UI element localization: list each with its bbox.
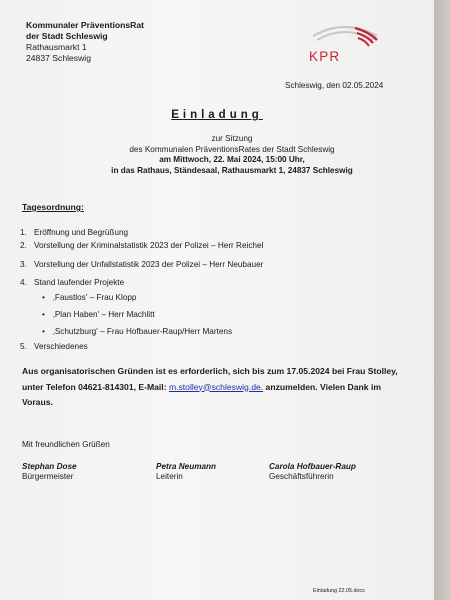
project-text: ‚Schutzburg' – Frau Hofbauer-Raup/Herr Martens — [53, 327, 233, 336]
kpr-logo — [303, 20, 387, 64]
project-item — [42, 327, 232, 336]
sender-line-3: Rathausmarkt 1 — [26, 42, 87, 52]
signatory-name: Carola Hofbauer-Raup — [269, 462, 356, 471]
agenda-text: Vorstellung der Kriminalstatistik 2023 der Polizei – Herr Reichel — [34, 241, 264, 250]
project-text: ‚Plan Haben' – Herr Machlitt — [53, 310, 155, 319]
agenda-item — [20, 228, 128, 237]
signature-block — [156, 462, 216, 482]
intro-line-4: in das Rathaus, Ständesaal, Rathausmarkt 1, 24837 Schleswig — [111, 165, 353, 175]
agenda-item — [20, 241, 263, 250]
signature-block — [269, 462, 356, 482]
agenda-number: 4. — [20, 278, 27, 287]
project-item — [42, 293, 136, 302]
notice-phone-text: unter Telefon 04621-814301, E-Mail: — [22, 381, 169, 392]
meeting-details — [0, 134, 434, 176]
agenda-number: 5. — [20, 342, 27, 351]
sender-address — [26, 20, 144, 64]
notice-line-2 — [22, 380, 412, 396]
agenda-heading: Tagesordnung: — [22, 202, 84, 212]
signatory-role: Geschäftsführerin — [269, 472, 334, 481]
bullet-icon: • — [42, 310, 45, 319]
agenda-number: 1. — [20, 228, 27, 237]
sender-line-2: der Stadt Schleswig — [26, 31, 108, 41]
sender-line-1: Kommunaler PräventionsRat — [26, 20, 144, 30]
agenda-number: 2. — [20, 241, 27, 250]
letter-date: Schleswig, den 02.05.2024 — [285, 81, 384, 90]
agenda-item — [20, 342, 88, 351]
sender-line-4: 24837 Schleswig — [26, 53, 91, 63]
agenda-number: 3. — [20, 260, 27, 269]
registration-notice — [22, 364, 412, 411]
letter-title — [0, 109, 434, 121]
intro-line-1: zur Sitzung — [211, 134, 253, 143]
email-link[interactable]: m.stolley@schleswig.de. — [168, 381, 264, 392]
signatory-role: Leiterin — [156, 472, 183, 481]
agenda-item — [20, 278, 124, 287]
intro-line-3: am Mittwoch, 22. Mai 2024, 15:00 Uhr, — [159, 155, 305, 165]
intro-line-2: des Kommunalen PräventionsRates der Stadt Schleswig — [129, 144, 335, 154]
page-edge-shadow — [434, 0, 450, 600]
project-text: ‚Faustlos' – Frau Klopp — [53, 293, 137, 302]
bullet-icon: • — [42, 293, 45, 302]
agenda-item — [20, 260, 263, 269]
title-text: Einladung — [171, 109, 263, 121]
bullet-icon: • — [42, 327, 45, 336]
signatory-name: Stephan Dose — [22, 462, 77, 471]
notice-line-1: Aus organisatorischen Gründen ist es erforderlich, sich bis zum 17.05.2024 bei Frau Stolley, — [22, 366, 398, 376]
project-item — [42, 310, 155, 319]
signatory-role: Bürgermeister — [22, 472, 74, 481]
logo-text: KPR — [309, 49, 341, 64]
notice-thanks-text: anzumelden. Vielen Dank im — [263, 381, 381, 392]
notice-line-3: Voraus. — [22, 397, 53, 407]
signature-block — [22, 462, 77, 482]
closing-greeting: Mit freundlichen Grüßen — [22, 440, 110, 449]
agenda-text: Vorstellung der Unfallstatistik 2023 der Polizei – Herr Neubauer — [34, 260, 264, 269]
file-footer: Einladung 22.05.docx — [313, 588, 365, 594]
agenda-text: Eröffnung und Begrüßung — [34, 228, 129, 237]
agenda-text: Verschiedenes — [34, 342, 88, 351]
agenda-text: Stand laufender Projekte — [34, 278, 125, 287]
signatory-name: Petra Neumann — [156, 462, 217, 471]
